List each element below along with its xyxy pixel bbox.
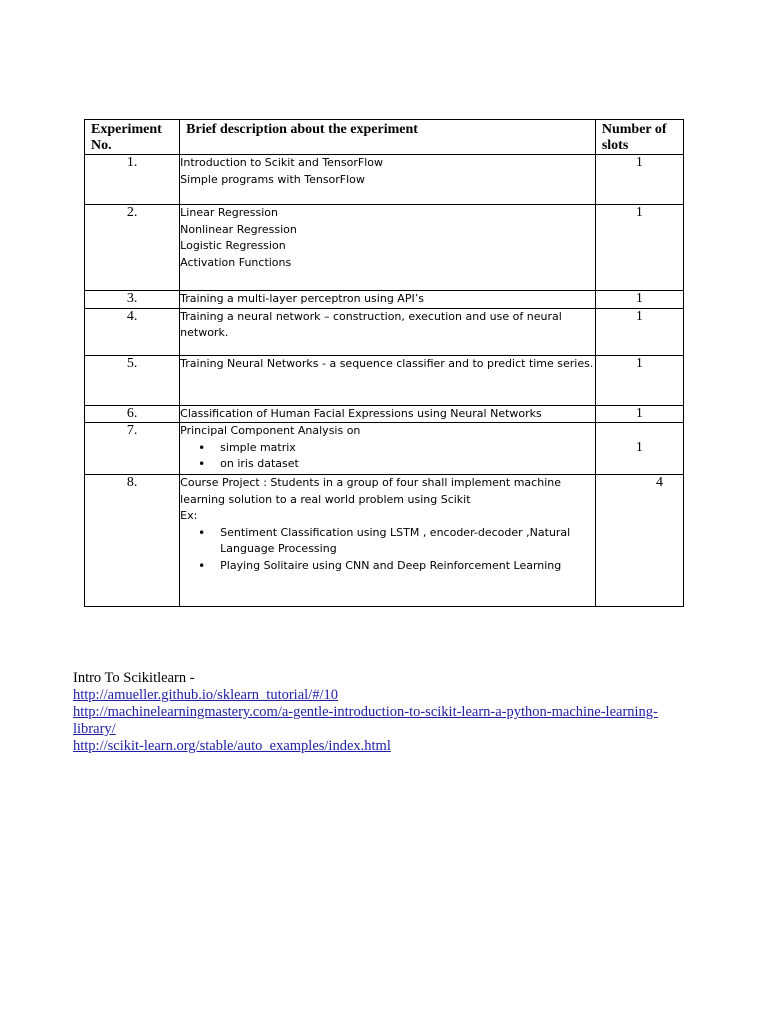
experiment-description	[180, 291, 596, 309]
experiment-number: 3.	[85, 291, 180, 309]
number-of-slots: 4	[595, 475, 683, 607]
experiment-number: 1.	[85, 155, 180, 205]
number-of-slots: 1	[595, 423, 683, 475]
experiments-table	[84, 119, 684, 607]
experiment-description	[180, 355, 596, 405]
experiment-description	[180, 405, 596, 423]
description-line: Logistic Regression	[180, 239, 286, 252]
experiment-description	[180, 155, 596, 205]
description-line: Simple programs with TensorFlow	[180, 172, 365, 186]
header-description: Brief description about the experiment	[180, 120, 596, 155]
table-row	[85, 475, 684, 607]
description-bullet-item: • Playing Solitaire using CNN and Deep Reinforcement Learning	[220, 558, 595, 575]
links-heading: Intro To Scikitlearn -	[73, 670, 195, 686]
number-of-slots: 1	[595, 205, 683, 291]
link-machinelearningmastery[interactable]: http://machinelearningmastery.com/a-gentle-introduction-to-scikit-learn-a-python-machine-learning-library/	[73, 704, 658, 737]
experiment-number: 4.	[85, 308, 180, 355]
number-of-slots: 1	[595, 155, 683, 205]
table-header-row	[85, 120, 684, 155]
description-line: Course Project : Students in a group of four shall implement machine learning solution to a real world problem using Scikit	[180, 476, 561, 506]
description-bullet-item: • on iris dataset	[220, 456, 595, 473]
description-line: Classification of Human Facial Expressions using Neural Networks	[180, 406, 542, 420]
experiment-number: 2.	[85, 205, 180, 291]
description-bullet-item: • simple matrix	[220, 440, 595, 457]
description-bullet-item: • Sentiment Classification using LSTM , encoder-decoder ,Natural Language Processing	[220, 525, 595, 558]
description-bullet-list	[180, 440, 595, 473]
experiment-number: 8.	[85, 475, 180, 607]
description-line: Linear Regression	[180, 206, 279, 219]
number-of-slots: 1	[595, 405, 683, 423]
number-of-slots: 1	[595, 355, 683, 405]
header-number-of-slots: Number of slots	[595, 120, 683, 155]
reference-links	[73, 670, 693, 755]
number-of-slots: 1	[595, 291, 683, 309]
description-line: Principal Component Analysis on	[180, 424, 361, 437]
description-line: Training a neural network – construction, execution and use of neural network.	[180, 309, 562, 339]
description-line: Nonlinear Regression	[180, 222, 297, 236]
experiment-description	[180, 205, 596, 291]
description-line: Training Neural Networks - a sequence classifier and to predict time series.	[180, 356, 594, 370]
table-row	[85, 308, 684, 355]
number-of-slots: 1	[595, 308, 683, 355]
header-experiment-no: Experiment No.	[85, 120, 180, 155]
table-row	[85, 423, 684, 475]
experiment-description	[180, 423, 596, 475]
description-line: Introduction to Scikit and TensorFlow	[180, 156, 384, 169]
table-row	[85, 405, 684, 423]
experiment-number: 6.	[85, 405, 180, 423]
description-line: Activation Functions	[180, 255, 292, 269]
table-row	[85, 291, 684, 309]
link-scikit-learn-examples[interactable]: http://scikit-learn.org/stable/auto_examples/index.html	[73, 738, 391, 754]
table-body	[85, 155, 684, 607]
table-row	[85, 205, 684, 291]
experiment-number: 7.	[85, 423, 180, 475]
description-line: Training a multi-layer perceptron using API’s	[180, 292, 424, 305]
link-amueller-sklearn-tutorial[interactable]: http://amueller.github.io/sklearn_tutorial/#/10	[73, 687, 338, 703]
description-line: Ex:	[180, 509, 198, 522]
experiment-number: 5.	[85, 355, 180, 405]
experiment-description	[180, 308, 596, 355]
table-row	[85, 155, 684, 205]
experiment-description	[180, 475, 596, 607]
description-bullet-list	[180, 525, 595, 575]
table-row	[85, 355, 684, 405]
